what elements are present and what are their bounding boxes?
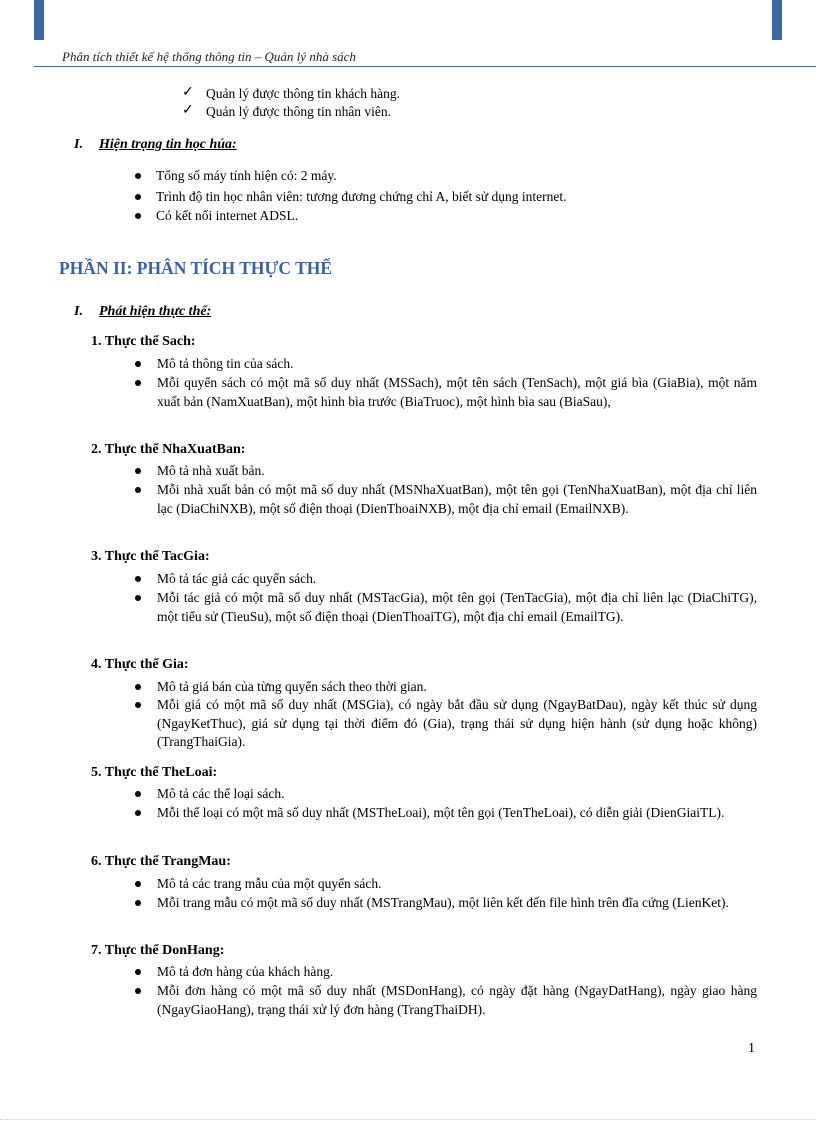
entity-detail: Mỗi nhà xuất bản có một mã số duy nhất (MSNhaXuatBan), một tên gọi (TenNhaXuatBan), một địa chỉ liên lạc (DiaChiNXB), một số điện thoại (DienThoaiNXB), một địa chỉ email (EmailNXB). <box>157 482 757 516</box>
header-divider <box>34 66 816 67</box>
bullet-icon <box>135 810 141 816</box>
entity-title: 2. Thực thể NhaXuatBan: <box>91 442 246 457</box>
entity-title: 7. Thực thể DonHang: <box>91 943 225 958</box>
bullet-icon <box>135 881 141 887</box>
bullet-icon <box>135 988 141 994</box>
bullet-icon <box>135 595 141 601</box>
section-title: Phát hiện thực thể: <box>99 304 212 319</box>
entity-desc: Mô tả tác giả các quyển sách. <box>157 571 317 586</box>
section-numeral: I. <box>74 137 83 152</box>
header-bar-right <box>772 0 782 40</box>
page-header-title: Phân tích thiết kế hệ thống thông tin – Quản lý nhà sách <box>62 49 356 64</box>
bullet-icon <box>135 194 141 200</box>
bullet-icon <box>135 969 141 975</box>
list-item: Tổng số máy tính hiện có: 2 máy. <box>156 168 337 183</box>
bullet-icon <box>135 684 141 690</box>
entity-detail: Mỗi tác giả có một mã số duy nhất (MSTacGia), một tên gọi (TenTacGia), một địa chỉ liên lạc (DiaChiTG), một tiểu sử (TieuSu), một số điện thoại (DienThoaiTG), một địa chỉ email (EmailTG). <box>157 590 757 624</box>
footer-divider <box>0 1119 816 1120</box>
bullet-icon <box>135 791 141 797</box>
check-icon: ✓ <box>182 103 194 118</box>
bullet-icon <box>135 487 141 493</box>
entity-desc: Mô tả nhà xuất bản. <box>157 463 265 478</box>
bullet-icon <box>135 380 141 386</box>
header-bar-left <box>34 0 44 40</box>
entity-title: 4. Thực thể Gia: <box>91 657 189 672</box>
bullet-icon <box>135 900 141 906</box>
entity-title: 1. Thực thể Sach: <box>91 334 196 349</box>
entity-desc: Mô tả các thể loại sách. <box>157 786 285 801</box>
entity-desc: Mô tả đơn hàng của khách hàng. <box>157 964 334 979</box>
entity-detail: Mỗi đơn hàng có một mã số duy nhất (MSDonHang), có ngày đặt hàng (NgayDatHang), ngày giao hàng (NgayGiaoHang), trạng thái xử lý đơn hàng (TrangThaiDH). <box>157 983 757 1017</box>
entity-detail: Mỗi thể loại có một mã số duy nhất (MSTheLoai), một tên gọi (TenTheLoai), có diễn giải (DienGiaiTL). <box>157 805 725 820</box>
entity-detail: Mỗi quyển sách có một mã số duy nhất (MSSach), một tên sách (TenSach), một giá bìa (GiaBia), một năm xuất bản (NamXuatBan), một hình bìa trước (BiaTruoc), một hình bìa sau (BiaSau), <box>157 375 757 409</box>
entity-title: 6. Thực thể TrangMau: <box>91 854 231 869</box>
check-item: Quản lý được thông tin khách hàng. <box>206 86 401 101</box>
check-item: Quản lý được thông tin nhân viên. <box>206 104 392 119</box>
list-item: Trình độ tin học nhân viên: tương đương chứng chỉ A, biết sử dụng internet. <box>156 189 567 204</box>
page-number: 1 <box>748 1041 755 1056</box>
entity-desc: Mô tả giá bán của từng quyển sách theo thời gian. <box>157 679 427 694</box>
check-icon: ✓ <box>182 85 194 100</box>
bullet-icon <box>135 576 141 582</box>
entity-title: 3. Thực thể TacGia: <box>91 549 210 564</box>
section-numeral: I. <box>74 304 83 319</box>
bullet-icon <box>135 213 141 219</box>
bullet-icon <box>135 173 141 179</box>
section-title: Hiện trạng tin học húa: <box>99 137 237 152</box>
entity-detail: Mỗi trang mẫu có một mã số duy nhất (MSTrangMau), một liên kết đến file hình trên đĩa cứng (LienKet). <box>157 895 729 910</box>
entity-desc: Mô tả các trang mẫu của một quyển sách. <box>157 876 382 891</box>
entity-detail: Mỗi giá có một mã số duy nhất (MSGia), có ngày bắt đầu sử dụng (NgayBatDau), ngày kết thúc sử dụng (NgayKetThuc), giá sử dụng tại thời điểm đó (Gia), trạng thái sử dụng hiện hành (sử dụng hoặc không) (TrangThaiGia). <box>157 697 757 749</box>
list-item: Có kết nối internet ADSL. <box>156 208 299 223</box>
entity-desc: Mô tả thông tin của sách. <box>157 356 294 371</box>
bullet-icon <box>135 702 141 708</box>
entity-title: 5. Thực thể TheLoai: <box>91 765 218 780</box>
bullet-icon <box>135 361 141 367</box>
part-title: PHẦN II: PHÂN TÍCH THỰC THỂ <box>59 258 333 278</box>
bullet-icon <box>135 468 141 474</box>
